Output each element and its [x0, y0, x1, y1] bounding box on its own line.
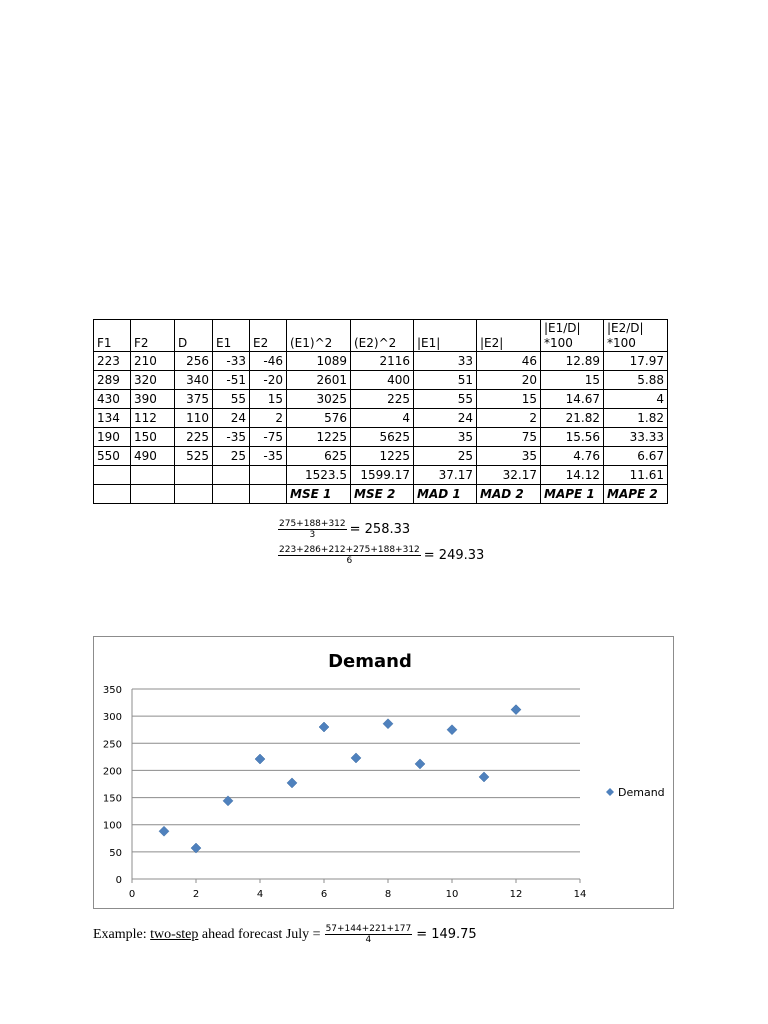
x-tick-label: 14 — [573, 889, 587, 900]
table-empty-cell — [94, 485, 131, 504]
table-empty-cell — [213, 466, 250, 485]
table-cell: 6.67 — [604, 447, 668, 466]
table-cell: 55 — [414, 390, 477, 409]
data-point — [511, 705, 521, 715]
table-cell: 225 — [175, 428, 213, 447]
x-tick-label: 6 — [320, 889, 328, 900]
table-cell: -20 — [250, 371, 287, 390]
data-point — [255, 754, 265, 764]
table-cell: 225 — [351, 390, 414, 409]
table-cell: 625 — [287, 447, 351, 466]
summary-value-cell: 14.12 — [541, 466, 604, 485]
legend-marker — [606, 788, 614, 796]
table-header-row — [94, 320, 668, 352]
table-cell: 33 — [414, 352, 477, 371]
example-numerator: 57+144+221+177 — [325, 924, 412, 934]
table-row — [94, 409, 668, 428]
table-cell: 2116 — [351, 352, 414, 371]
formula-2-denominator: 6 — [346, 556, 353, 566]
table-empty-cell — [131, 466, 175, 485]
data-point — [383, 719, 393, 729]
data-point — [351, 753, 361, 763]
y-tick-label: 250 — [102, 739, 122, 751]
table-header-cell — [604, 320, 668, 352]
table-header-cell: |E2| — [477, 320, 541, 352]
table-cell: 340 — [175, 371, 213, 390]
table-cell: 5625 — [351, 428, 414, 447]
data-point — [287, 778, 297, 788]
table-cell: 51 — [414, 371, 477, 390]
formula-2-numerator: 223+286+212+275+188+312 — [279, 545, 420, 555]
table-summary-row — [94, 466, 668, 485]
data-point — [447, 725, 457, 735]
summary-label-cell: MSE 2 — [351, 485, 414, 504]
summary-label-cell: MSE 1 — [287, 485, 351, 504]
formula-1-result: = 258.33 — [349, 522, 411, 537]
data-point — [479, 772, 489, 782]
y-tick-label: 300 — [102, 712, 122, 724]
table-cell: 112 — [131, 409, 175, 428]
table-cell: 4 — [604, 390, 668, 409]
table-cell: 576 — [287, 409, 351, 428]
table-cell: 110 — [175, 409, 213, 428]
table-cell: -51 — [213, 371, 250, 390]
summary-value-cell: 1599.17 — [351, 466, 414, 485]
table-cell: 55 — [213, 390, 250, 409]
example-result: = 149.75 — [416, 927, 477, 942]
chart-title: Demand — [328, 651, 412, 672]
table-cell: 2601 — [287, 371, 351, 390]
x-tick-label: 4 — [256, 889, 264, 900]
x-tick-label: 0 — [128, 889, 136, 900]
legend-label: Demand — [618, 786, 665, 799]
table-cell: -46 — [250, 352, 287, 371]
table-cell: -35 — [250, 447, 287, 466]
demand-chart — [93, 636, 674, 909]
table-header-cell: (E1)^2 — [287, 320, 351, 352]
table-row — [94, 390, 668, 409]
table-cell: 375 — [175, 390, 213, 409]
summary-label-cell: MAPE 2 — [604, 485, 668, 504]
table-cell: 33.33 — [604, 428, 668, 447]
table-summary-label-row — [94, 485, 668, 504]
table-header-cell: F2 — [131, 320, 175, 352]
table-cell: 256 — [175, 352, 213, 371]
table-cell: 35 — [414, 428, 477, 447]
y-tick-label: 50 — [109, 847, 122, 859]
example-underlined-term: two-step — [150, 926, 199, 942]
table-cell: 550 — [94, 447, 131, 466]
table-empty-cell — [131, 485, 175, 504]
table-header-cell: (E2)^2 — [351, 320, 414, 352]
table-cell: 5.88 — [604, 371, 668, 390]
formula-2-result: = 249.33 — [423, 548, 485, 563]
table-empty-cell — [94, 466, 131, 485]
table-header-cell: D — [175, 320, 213, 352]
table-cell: 1225 — [351, 447, 414, 466]
table-header-line: *100 — [544, 336, 573, 350]
table-header-line: *100 — [607, 336, 636, 350]
table-header-line: |E2/D| — [607, 321, 644, 335]
table-row — [94, 352, 668, 371]
table-header-cell: E2 — [250, 320, 287, 352]
table-row — [94, 447, 668, 466]
table-cell: 14.67 — [541, 390, 604, 409]
table-header-cell — [541, 320, 604, 352]
table-header-cell: E1 — [213, 320, 250, 352]
table-cell: 490 — [131, 447, 175, 466]
example-text: ahead forecast July = — [201, 926, 321, 942]
x-tick-label: 12 — [509, 889, 523, 900]
table-cell: 190 — [94, 428, 131, 447]
summary-value-cell: 37.17 — [414, 466, 477, 485]
table-cell: -35 — [213, 428, 250, 447]
table-empty-cell — [213, 485, 250, 504]
table-cell: 525 — [175, 447, 213, 466]
y-tick-label: 0 — [115, 875, 122, 886]
table-empty-cell — [250, 485, 287, 504]
table-header-cell: F1 — [94, 320, 131, 352]
summary-value-cell: 1523.5 — [287, 466, 351, 485]
table-cell: 320 — [131, 371, 175, 390]
forecast-error-table — [93, 319, 668, 504]
table-cell: 35 — [477, 447, 541, 466]
data-point — [415, 759, 425, 769]
formula-2 — [278, 545, 484, 566]
table-cell: -33 — [213, 352, 250, 371]
example-line — [93, 924, 477, 945]
table-empty-cell — [175, 485, 213, 504]
table-empty-cell — [250, 466, 287, 485]
table-cell: 1225 — [287, 428, 351, 447]
formula-1 — [278, 519, 410, 540]
table-cell: 150 — [131, 428, 175, 447]
table-cell: 15 — [477, 390, 541, 409]
table-cell: 15.56 — [541, 428, 604, 447]
y-tick-label: 350 — [102, 685, 122, 696]
table-cell: -75 — [250, 428, 287, 447]
table-cell: 289 — [94, 371, 131, 390]
table-row — [94, 428, 668, 447]
table-cell: 20 — [477, 371, 541, 390]
table-cell: 21.82 — [541, 409, 604, 428]
table-cell: 15 — [541, 371, 604, 390]
y-tick-label: 200 — [102, 766, 122, 778]
table-cell: 223 — [94, 352, 131, 371]
summary-label-cell: MAPE 1 — [541, 485, 604, 504]
table-cell: 430 — [94, 390, 131, 409]
x-tick-label: 10 — [445, 889, 459, 900]
table-cell: 24 — [213, 409, 250, 428]
y-tick-label: 150 — [102, 793, 122, 805]
table-cell: 134 — [94, 409, 131, 428]
table-cell: 1089 — [287, 352, 351, 371]
formula-1-denominator: 3 — [309, 530, 316, 540]
table-cell: 25 — [414, 447, 477, 466]
table-cell: 4 — [351, 409, 414, 428]
table-cell: 400 — [351, 371, 414, 390]
table-cell: 3025 — [287, 390, 351, 409]
summary-value-cell: 32.17 — [477, 466, 541, 485]
y-tick-label: 100 — [102, 820, 122, 832]
table-cell: 17.97 — [604, 352, 668, 371]
formula-1-numerator: 275+188+312 — [279, 519, 346, 529]
table-row — [94, 371, 668, 390]
table-header-line: |E1/D| — [544, 321, 581, 335]
table-cell: 390 — [131, 390, 175, 409]
summary-label-cell: MAD 2 — [477, 485, 541, 504]
example-prefix: Example: — [93, 926, 147, 942]
table-cell: 75 — [477, 428, 541, 447]
table-cell: 12.89 — [541, 352, 604, 371]
demand-chart-canvas — [94, 637, 673, 908]
table-cell: 210 — [131, 352, 175, 371]
data-point — [159, 826, 169, 836]
summary-label-cell: MAD 1 — [414, 485, 477, 504]
table-cell: 24 — [414, 409, 477, 428]
summary-value-cell: 11.61 — [604, 466, 668, 485]
table-cell: 1.82 — [604, 409, 668, 428]
table-cell: 15 — [250, 390, 287, 409]
x-tick-label: 8 — [384, 889, 392, 900]
table-header-cell: |E1| — [414, 320, 477, 352]
table-cell: 2 — [250, 409, 287, 428]
example-denominator: 4 — [365, 935, 372, 945]
table-cell: 25 — [213, 447, 250, 466]
table-empty-cell — [175, 466, 213, 485]
table-cell: 2 — [477, 409, 541, 428]
table-cell: 46 — [477, 352, 541, 371]
data-point — [319, 722, 329, 732]
table-cell: 4.76 — [541, 447, 604, 466]
x-tick-label: 2 — [192, 889, 200, 900]
